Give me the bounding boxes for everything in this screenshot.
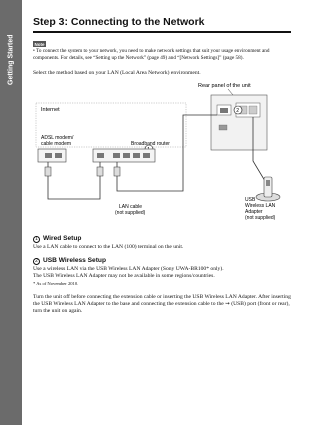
lan-cable-label-1: LAN cable [119, 204, 143, 210]
usb-label-3: Adapter [245, 209, 263, 215]
page-title: Step 3: Connecting to the Network [33, 16, 205, 28]
unit-rear-panel [211, 95, 267, 150]
usb-setup-title: USB Wireless Setup [43, 257, 106, 264]
note-text: • To connect the system to your network, you need to make network settings that suit your usage environment and components. For details, see “Setting up the Network” (page 49) and “[Network Settings]” (page 58). [33, 48, 270, 61]
usb-setup-number: 2 [33, 258, 40, 265]
internet-label: Internet [41, 107, 60, 113]
closing-text: Turn the unit off before connecting the extension cable or inserting the USB Wireless LAN Adapter. After inserting the USB Wireless LAN Adapter to the base and connecting the extension cable to the ⇝ (USB) port (front or rear), turn the unit on again. [33, 294, 291, 314]
note-badge: Note [34, 41, 45, 47]
sidebar-tab [0, 0, 22, 425]
wired-setup-title: Wired Setup [43, 235, 82, 242]
wired-setup-text: Use a LAN cable to connect to the LAN (100) terminal on the unit. [33, 244, 184, 250]
callout-2 [234, 106, 242, 114]
usb-label-2: Wireless LAN [245, 203, 276, 209]
usb-setup-text-2: The USB Wireless LAN Adapter may not be available in some regions/countries. [33, 273, 215, 279]
usb-label-4: (not supplied) [245, 215, 276, 221]
usb-setup-text-1: Use a wireless LAN via the USB Wireless LAN Adapter (Sony UWA-BR100* only). [33, 266, 224, 272]
usb-label-1: USB [245, 197, 256, 203]
rear-panel-label: Rear panel of the unit [198, 83, 251, 89]
intro-text: Select the method based on your LAN (Local Area Network) environment. [33, 70, 201, 76]
adsl-modem [38, 135, 74, 162]
callout-2-label: 2 [236, 108, 239, 114]
sidebar-label: Getting Started [7, 34, 15, 85]
usb-footnote: * As of November 2010. [33, 281, 79, 286]
wired-setup-heading [33, 235, 81, 243]
modem-label-2: cable modem [41, 141, 72, 147]
modem-label-1: ADSL modem/ [41, 135, 74, 141]
lan-cable-label-2: (not supplied) [115, 210, 146, 216]
title-rule [33, 31, 291, 33]
wired-setup-number: 1 [33, 236, 40, 243]
usb-setup-heading [33, 257, 106, 265]
network-diagram [33, 81, 291, 225]
router-label: Broadband router [131, 141, 170, 147]
